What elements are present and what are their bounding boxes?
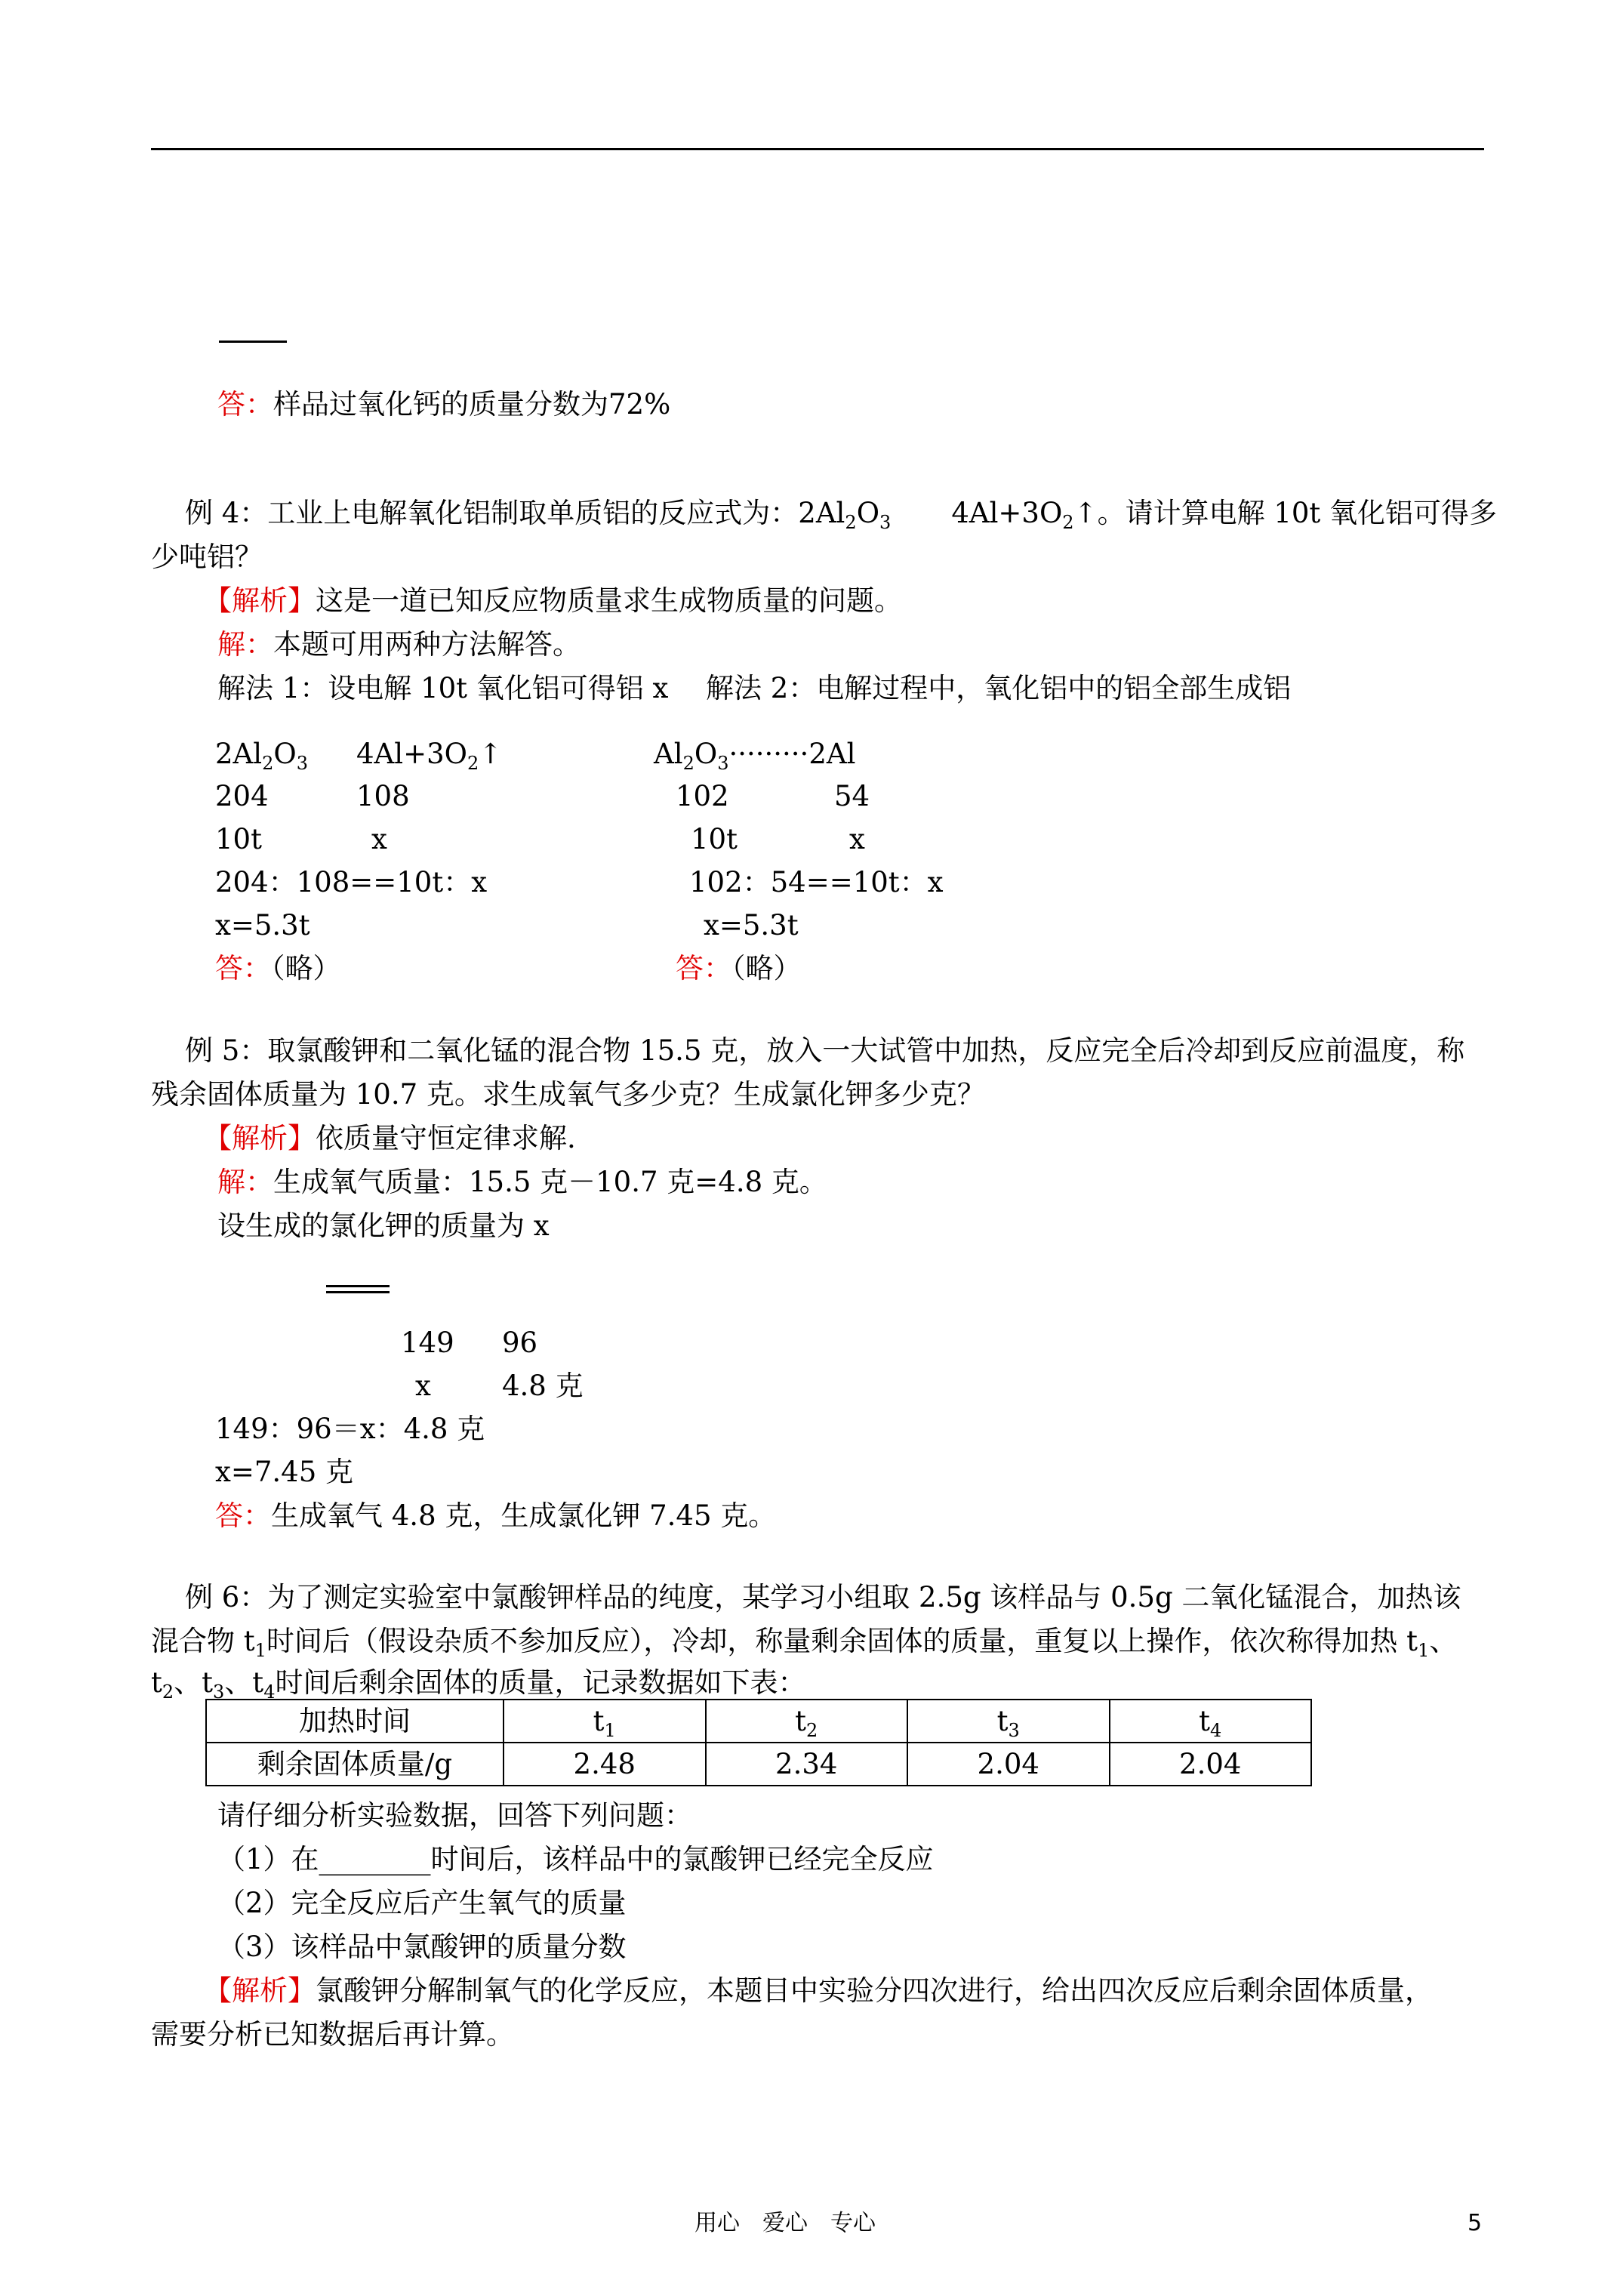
ex6-question2: （2）完全反应后产生氧气的质量 xyxy=(217,1887,627,1919)
table-cell: 2.04 xyxy=(907,1743,1110,1786)
m2-row1b: 54 xyxy=(834,780,870,812)
m1-equation: $2Al_2O_3$ xyxy=(215,738,309,774)
answer-ex3: 答：样品过氧化钙的质量分数为72% xyxy=(217,388,671,421)
ex6-analysis: 【解析】氯酸钾分解制氧气的化学反应，本题目中实验分四次进行，给出四次反应后剩余固体质量， xyxy=(204,1974,1433,2007)
ex6-title: 例 6：为了测定实验室中氯酸钾样品的纯度，某学习小组取 2.5g 该样品与 0.5g 二氧化锰混合，加热该 xyxy=(185,1581,1461,1613)
ex5-solution: 解：生成氧气质量：15.5 克－10.7 克=4.8 克。 xyxy=(217,1166,827,1198)
table-cell: $t_1$ xyxy=(504,1700,706,1743)
ex4-title: 例 4：工业上电解氧化铝制取单质铝的反应式为：$2Al_2O_3$ $4Al+3O_2↑$。请计算电解 10t 氧化铝可得多 xyxy=(185,497,1498,533)
ex6-prompt: 请仔细分析实验数据，回答下列问题： xyxy=(217,1799,692,1832)
ex5-row1b: 96 xyxy=(502,1327,538,1359)
table-cell: 2.48 xyxy=(504,1743,706,1786)
data-table xyxy=(205,1699,1312,1786)
table-cell: $t_4$ xyxy=(1110,1700,1312,1743)
ex5-title: 例 5：取氯酸钾和二氧化锰的混合物 15.5 克，放入一大试管中加热，反应完全后冷却到反应前温度，称 xyxy=(185,1034,1465,1067)
m2-row2b: x xyxy=(849,823,865,855)
table-cell: 加热时间 xyxy=(206,1700,504,1743)
ex6-question3: （3）该样品中氯酸钾的质量分数 xyxy=(217,1931,627,1963)
ex5-row2b: 4.8 克 xyxy=(502,1370,584,1402)
ex5-row2a: x xyxy=(415,1370,431,1402)
ex5-analysis: 【解析】依质量守恒定律求解. xyxy=(204,1122,576,1154)
ex6-analysis-line2: 需要分析已知数据后再计算。 xyxy=(151,2018,514,2051)
footer-motto: 用心 爱心 专心 xyxy=(694,2210,876,2236)
m1-products: $4Al+3O_2↑$ xyxy=(356,738,503,774)
m1-row1a: 204 xyxy=(215,780,269,812)
ex4-solution: 解：本题可用两种方法解答。 xyxy=(217,628,581,661)
m1-result: x=5.3t xyxy=(215,909,310,942)
ex4-method1: 解法 1：设电解 10t 氧化铝可得铝 x xyxy=(217,672,669,704)
header-rule xyxy=(151,148,1484,150)
table-cell: $t_3$ xyxy=(907,1700,1110,1743)
m1-ratio: 204：108==10t：x xyxy=(215,866,488,898)
fraction-bar xyxy=(219,341,287,343)
ex4-title-line2: 少吨铝？ xyxy=(151,541,263,573)
table-cell: 剩余固体质量/g xyxy=(206,1743,504,1786)
m2-result: x=5.3t xyxy=(704,909,799,942)
m2-row1a: 102 xyxy=(676,780,729,812)
ex6-title-line2: 混合物 $t_1$时间后（假设杂质不参加反应），冷却，称量剩余固体的质量，重复以上操作，依次称得加热 $t_1$、 xyxy=(151,1625,1458,1661)
table-cell: 2.04 xyxy=(1110,1743,1312,1786)
ex4-analysis: 【解析】这是一道已知反应物质量求生成物质量的问题。 xyxy=(204,584,902,617)
ex5-answer: 答：生成氧气 4.8 克，生成氯化钾 7.45 克。 xyxy=(215,1499,777,1532)
page-number: 5 xyxy=(1467,2210,1483,2236)
m1-row2b: x xyxy=(371,823,387,855)
ex5-title-line2: 残余固体质量为 10.7 克。求生成氧气多少克？生成氯化钾多少克？ xyxy=(151,1078,985,1111)
ex5-row1a: 149 xyxy=(401,1327,454,1359)
m2-answer: 答：（略） xyxy=(676,952,802,985)
table-cell: 2.34 xyxy=(706,1743,908,1786)
ex6-question1: （1）在________时间后，该样品中的氯酸钾已经完全反应 xyxy=(217,1843,934,1875)
double-bar-top xyxy=(326,1285,390,1287)
m2-ratio: 102：54==10t：x xyxy=(689,866,944,898)
ex6-title-line3: $t_2$、$t_3$、$t_4$时间后剩余固体的质量，记录数据如下表： xyxy=(151,1666,806,1703)
m1-row2a: 10t xyxy=(215,823,262,855)
table-row xyxy=(206,1743,1311,1786)
ex5-ratio: 149：96＝x：4.8 克 xyxy=(215,1413,485,1445)
ex4-method2: 解法 2：电解过程中，氧化铝中的铝全部生成铝 xyxy=(706,672,1292,704)
m2-equation: $Al_2O_3\cdot\cdot\cdot\cdot\cdot\cdot\cdot\cdot\cdot 2Al$ xyxy=(654,738,856,774)
table-cell: $t_2$ xyxy=(706,1700,908,1743)
m2-row2a: 10t xyxy=(691,823,738,855)
table-row xyxy=(206,1700,1311,1743)
ex5-result: x=7.45 克 xyxy=(215,1456,354,1488)
m1-row1b: 108 xyxy=(356,780,410,812)
double-bar-bottom xyxy=(326,1291,390,1293)
ex5-let: 设生成的氯化钾的质量为 x xyxy=(217,1210,550,1242)
m1-answer: 答：（略） xyxy=(215,952,341,985)
